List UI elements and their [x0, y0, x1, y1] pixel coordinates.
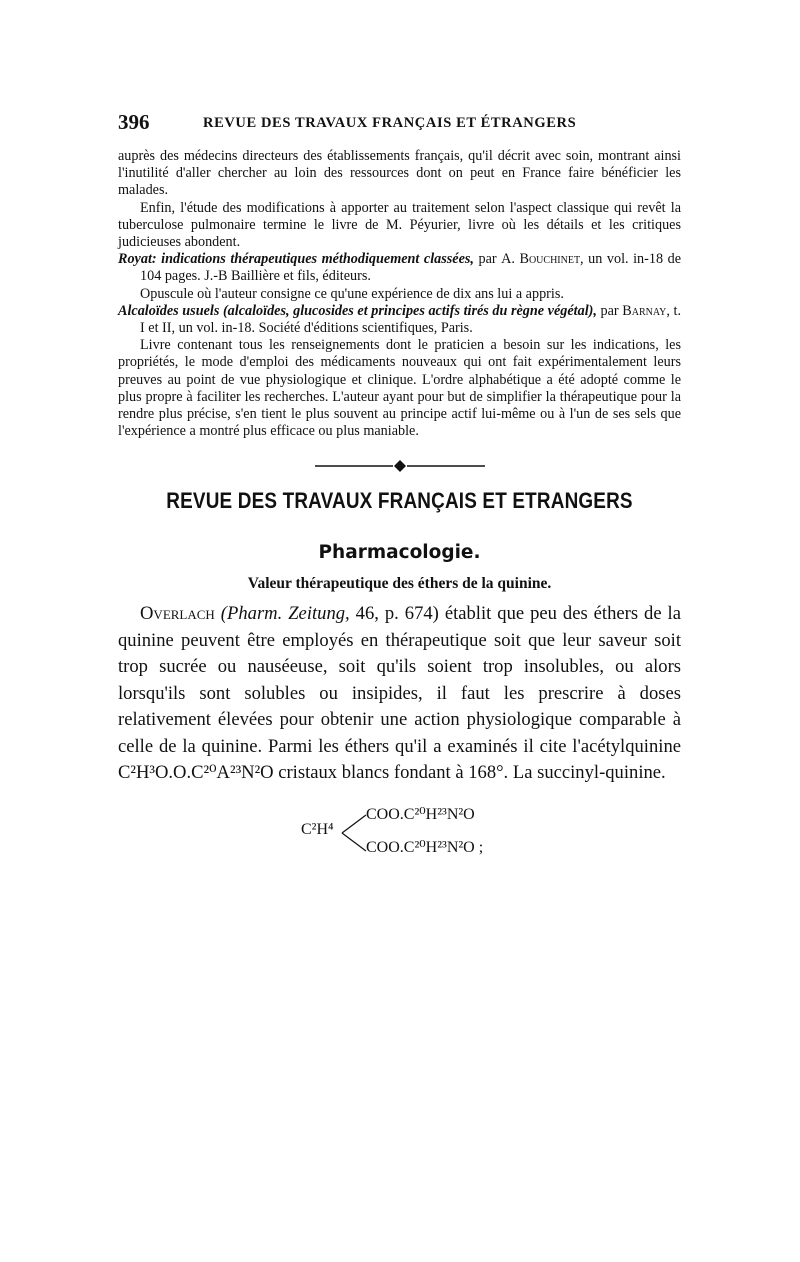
article-title: Valeur thérapeutique des éthers de la quinine.	[247, 575, 552, 593]
reference-author: Barnay,	[622, 302, 670, 319]
article-text: établit que peu des éthers de la quinine peuvent être employés en thérapeutique soit que leur saveur soit trop sucrée ou nauséeuse, soit qu'ils soient trop insolubles, ou alors lorsqu'ils sont solubles ou insipides, il faut les prescrire à doses relativement élevées pour obtenir une action physiologique comparable à celle de la quinine. Parmi les éthers qu'il a examinés il cite l'acétylquinine C²H³O.O.C²⁰A²³N²O cristaux blancs fondant à 168°. La succinyl-quinine.	[118, 603, 681, 784]
reference-author: A. Bouchinet,	[501, 251, 584, 268]
reference-title: Alcaloïdes usuels (alcaloïdes, glucosides et principes actifs tirés du règne végétal),	[118, 302, 597, 319]
chemical-formula	[118, 803, 681, 865]
article-body	[118, 601, 681, 787]
section-title: REVUE DES TRAVAUX FRANÇAIS ET ETRANGERS	[166, 488, 633, 514]
section-divider-ornament	[315, 460, 485, 472]
formula-bottom-branch: COO.C²⁰H²³N²O ;	[366, 838, 484, 856]
subsection-title: Pharmacologie.	[318, 542, 481, 564]
article-source: (Pharm. Zeitung,	[220, 603, 350, 625]
intro-paragraph-1: auprès des médecins directeurs des établissements français, qu'il décrit avec soin, montrant ainsi l'inutilité d'aller chercher au loin des ressources dont on peut en France faire bénéficier les malades.	[118, 148, 681, 199]
reference-details: un vol. in-18 de 104 pages. J.-B Baillière et fils, éditeurs.	[140, 251, 681, 285]
reference-by: par	[478, 251, 497, 268]
article-citation: 46, p. 674)	[355, 603, 439, 625]
intro-paragraph-2: Enfin, l'étude des modifications à apporter au traitement selon l'aspect classique qui revêt la tuberculose pulmonaire termine le livre de M. Péyurier, livre où les détails et les critiques judicieuses abondent.	[118, 199, 681, 251]
review-section	[118, 148, 681, 440]
page-number: 396	[118, 110, 150, 134]
reference-review: Opuscule où l'auteur consigne ce qu'une expérience de dix ans lui a appris.	[140, 285, 564, 302]
running-head	[118, 110, 681, 136]
running-title: REVUE DES TRAVAUX FRANÇAIS ET ÉTRANGERS	[203, 115, 577, 131]
formula-branch-lines	[340, 805, 368, 866]
reference-details: t. I et II, un vol. in-18. Société d'éditions scientifiques, Paris.	[140, 302, 682, 337]
page	[118, 110, 681, 865]
reference-title: Royat: indications thérapeutiques méthodiquement classées,	[118, 251, 474, 268]
formula-lhs: C²H⁴	[301, 820, 334, 838]
reference-by: par	[600, 302, 619, 319]
formula-top-branch: COO.C²⁰H²³N²O	[366, 805, 475, 823]
article-author: Overlach	[140, 603, 215, 625]
reference-heading-royat	[118, 251, 681, 285]
reference-review: Livre contenant tous les renseignements dont le praticien a besoin sur les indications, les propriétés, le mode d'emploi des médicaments nouveaux qui ont fait expérimentalement leurs preuves au point de vue physiologique et clinique. L'ordre alphabétique a été adopté comme le plus propre à faciliter les recherches. L'auteur ayant pour but de simplifier la thérapeutique pour la rendre plus précise, s'en tient le plus souvent au principe actif lui-même ou à l'un de ses sels que l'expérience a montré plus efficace ou plus maniable.	[118, 337, 681, 440]
reference-heading-alcaloides	[118, 303, 681, 337]
